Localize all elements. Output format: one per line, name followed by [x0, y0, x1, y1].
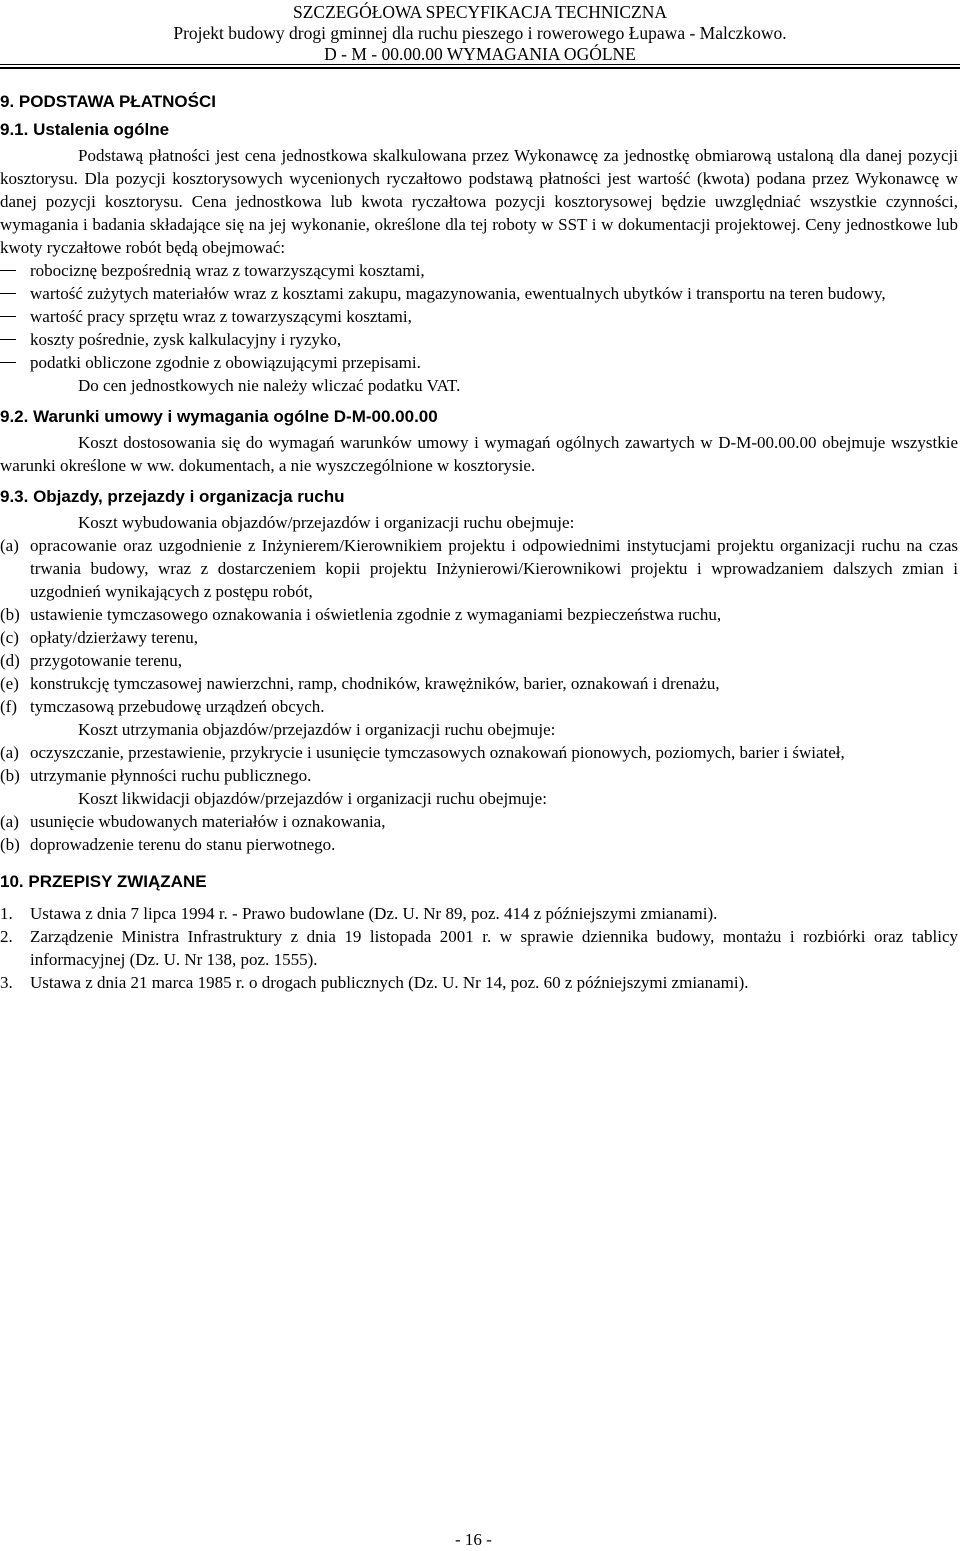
list-item: koszty pośrednie, zysk kalkulacyjny i ryzyko,: [0, 328, 958, 351]
header-section-code: D - M - 00.00.00 WYMAGANIA OGÓLNE: [324, 44, 636, 64]
list-item: 3. Ustawa z dnia 21 marca 1985 r. o drogach publicznych (Dz. U. Nr 14, poz. 60 z późniejszymi zmianami).: [0, 973, 749, 992]
list-item: (e) konstrukcję tymczasowej nawierzchni, ramp, chodników, krawężników, barier, oznakowań i drenażu,: [0, 674, 720, 693]
document-body: [0, 88, 958, 994]
dash-bullet: [0, 293, 16, 294]
list-item: wartość zużytych materiałów wraz z kosztami zakupu, magazynowania, ewentualnych ubytków i transportu na teren budowy,: [0, 282, 958, 305]
list-item: (c) opłaty/dzierżawy terenu,: [0, 628, 199, 647]
header-rule-thick: [0, 67, 960, 69]
section-9-1-heading: 9.1. Ustalenia ogólne: [0, 120, 170, 139]
list-item: (a) opracowanie oraz uzgodnienie z Inżynierem/Kierownikiem projektu i odpowiednimi instytucjami projektu organizacji ruchu na czas trwania budowy, wraz z dostarczeniem kopii projektu Inżynierowi/Kierownikowi projektu i wprowadzaniem dalszych zmian i uzgodnień wynikających z postępu robót,: [0, 536, 958, 601]
section-9-2-paragraph: Koszt dostosowania się do wymagań warunków umowy i wymagań ogólnych zawartych w D-M-00.00.00 obejmuje wszystkie warunki określone w ww. dokumentach, a nie wyszczególnione w kosztorysie.: [0, 433, 958, 475]
list-item: robociznę bezpośrednią wraz z towarzyszącymi kosztami,: [0, 259, 958, 282]
section-9-3-intro-maintain: Koszt utrzymania objazdów/przejazdów i organizacji ruchu obejmuje:: [78, 720, 556, 739]
list-item: (b) doprowadzenie terenu do stanu pierwotnego.: [0, 835, 336, 854]
section-9-3-intro-build: Koszt wybudowania objazdów/przejazdów i organizacji ruchu obejmuje:: [78, 513, 575, 532]
header-title: SZCZEGÓŁOWA SPECYFIKACJA TECHNICZNA: [292, 2, 667, 22]
section-10-heading: 10. PRZEPISY ZWIĄZANE: [0, 872, 207, 891]
list-item: (b) utrzymanie płynności ruchu publicznego.: [0, 766, 312, 785]
list-item: 2. Zarządzenie Ministra Infrastruktury z dnia 19 listopada 2001 r. w sprawie dziennika budowy, montażu i rozbiórki oraz tablicy informacyjnej (Dz. U. Nr 138, poz. 1555).: [0, 927, 958, 969]
section-9-2-heading: 9.2. Warunki umowy i wymagania ogólne D-M-00.00.00: [0, 407, 438, 426]
dash-bullet: [0, 316, 16, 317]
cost-components-list: [0, 259, 958, 374]
header-project: Projekt budowy drogi gminnej dla ruchu pieszego i rowerowego Łupawa - Malczkowo.: [173, 23, 787, 43]
remove-cost-list: [0, 810, 958, 856]
page-number: - 16 -: [455, 1530, 492, 1549]
build-cost-list: [0, 534, 958, 718]
list-item: (b) ustawienie tymczasowego oznakowania i oświetlenia zgodnie z wymaganiami bezpieczeństwa ruchu,: [0, 605, 722, 624]
list-item: wartość pracy sprzętu wraz z towarzyszącymi kosztami,: [0, 305, 958, 328]
list-item: podatki obliczone zgodnie z obowiązującymi przepisami.: [0, 351, 958, 374]
dash-bullet: [0, 339, 16, 340]
dash-bullet: [0, 362, 16, 363]
dash-bullet: [0, 270, 16, 271]
section-9-heading: 9. PODSTAWA PŁATNOŚCI: [0, 92, 216, 111]
list-item: (a) usunięcie wbudowanych materiałów i oznakowania,: [0, 812, 386, 831]
regulations-list: [0, 902, 958, 994]
page-header: [0, 0, 960, 62]
vat-note: Do cen jednostkowych nie należy wliczać podatku VAT.: [78, 376, 461, 395]
section-9-3-heading: 9.3. Objazdy, przejazdy i organizacja ruchu: [0, 487, 345, 506]
section-9-1-paragraph: Podstawą płatności jest cena jednostkowa skalkulowana przez Wykonawcę za jednostkę obmiarową ustaloną dla danej pozycji kosztorysu. Dla pozycji kosztorysowych wycenionych ryczałtowo podstawą płatności jest wartość (kwota) podana przez Wykonawcę w danej pozycji kosztorysu. Cena jednostkowa lub kwota ryczałtowa pozycji kosztorysowej będzie uwzględniać wszystkie czynności, wymagania i badania składające się na jej wykonanie, określone dla tej roboty w SST i w dokumentacji projektowej. Ceny jednostkowe lub kwoty ryczałtowe robót będą obejmować:: [0, 146, 958, 257]
list-item: (f) tymczasową przebudowę urządzeń obcych.: [0, 697, 325, 716]
header-rule-thin: [0, 64, 960, 65]
list-item: (d) przygotowanie terenu,: [0, 651, 182, 670]
section-9-3-intro-remove: Koszt likwidacji objazdów/przejazdów i organizacji ruchu obejmuje:: [78, 789, 547, 808]
list-item: (a) oczyszczanie, przestawienie, przykrycie i usunięcie tymczasowych oznakowań pionowych, poziomych, barier i świateł,: [0, 743, 845, 762]
list-item: 1. Ustawa z dnia 7 lipca 1994 r. - Prawo budowlane (Dz. U. Nr 89, poz. 414 z późniejszymi zmianami).: [0, 904, 718, 923]
maintain-cost-list: [0, 741, 958, 787]
